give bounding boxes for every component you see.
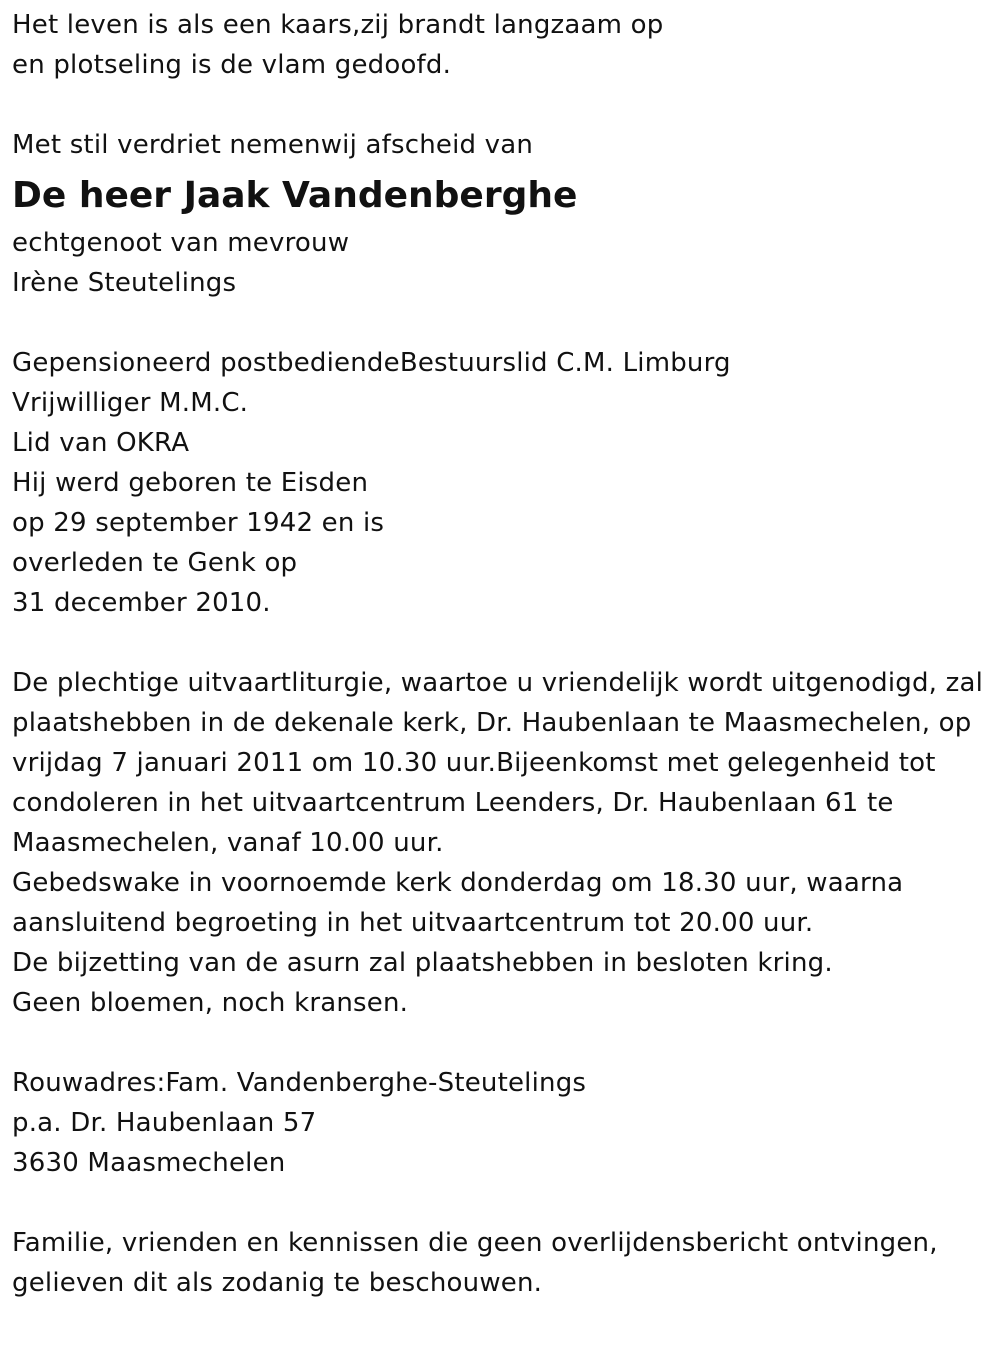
obituary-notice: [12, 5, 996, 1303]
funeral-line: Gebedswake in voornoemde kerk donderdag om 18.30 uur, waarna: [12, 868, 904, 898]
spacer: [12, 85, 996, 125]
deceased-name: De heer Jaak Vandenberghe: [12, 175, 578, 216]
biography-line: overleden te Genk op: [12, 548, 298, 578]
address-line: 3630 Maasmechelen: [12, 1148, 286, 1178]
closing-line: Familie, vrienden en kennissen die geen overlijdensbericht ontvingen,: [12, 1228, 938, 1258]
biography: [12, 343, 996, 623]
spouse-line: Irène Steutelings: [12, 268, 237, 298]
biography-line: Lid van OKRA: [12, 428, 190, 458]
closing-line: gelieven dit als zodanig te beschouwen.: [12, 1268, 543, 1298]
funeral-line: De bijzetting van de asurn zal plaatshebben in besloten kring.: [12, 948, 833, 978]
spouse-info: [12, 223, 996, 303]
address-line: p.a. Dr. Haubenlaan 57: [12, 1108, 317, 1138]
funeral-details: [12, 663, 996, 1023]
spacer: [12, 623, 996, 663]
address-line: Rouwadres:Fam. Vandenberghe-Steutelings: [12, 1068, 587, 1098]
intro-text: Met stil verdriet nemenwij afscheid van: [12, 130, 534, 160]
funeral-line: plaatshebben in de dekenale kerk, Dr. Haubenlaan te Maasmechelen, op: [12, 708, 972, 738]
funeral-line: vrijdag 7 januari 2011 om 10.30 uur.Bijeenkomst met gelegenheid tot: [12, 748, 936, 778]
closing-note: [12, 1223, 996, 1303]
poem: [12, 5, 996, 85]
funeral-line: Maasmechelen, vanaf 10.00 uur.: [12, 828, 444, 858]
funeral-line: condoleren in het uitvaartcentrum Leenders, Dr. Haubenlaan 61 te: [12, 788, 894, 818]
spacer: [12, 1183, 996, 1223]
mourning-address: [12, 1063, 996, 1183]
biography-line: op 29 september 1942 en is: [12, 508, 385, 538]
funeral-line: Geen bloemen, noch kransen.: [12, 988, 409, 1018]
spacer: [12, 1023, 996, 1063]
biography-line: Vrijwilliger M.M.C.: [12, 388, 249, 418]
biography-line: 31 december 2010.: [12, 588, 271, 618]
poem-line: en plotseling is de vlam gedoofd.: [12, 50, 452, 80]
spacer: [12, 303, 996, 343]
poem-line: Het leven is als een kaars,zij brandt langzaam op: [12, 10, 664, 40]
biography-line: Hij werd geboren te Eisden: [12, 468, 369, 498]
biography-line: Gepensioneerd postbediendeBestuurslid C.M. Limburg: [12, 348, 731, 378]
funeral-line: aansluitend begroeting in het uitvaartcentrum tot 20.00 uur.: [12, 908, 814, 938]
spouse-line: echtgenoot van mevrouw: [12, 228, 350, 258]
funeral-line: De plechtige uitvaartliturgie, waartoe u vriendelijk wordt uitgenodigd, zal: [12, 668, 984, 698]
